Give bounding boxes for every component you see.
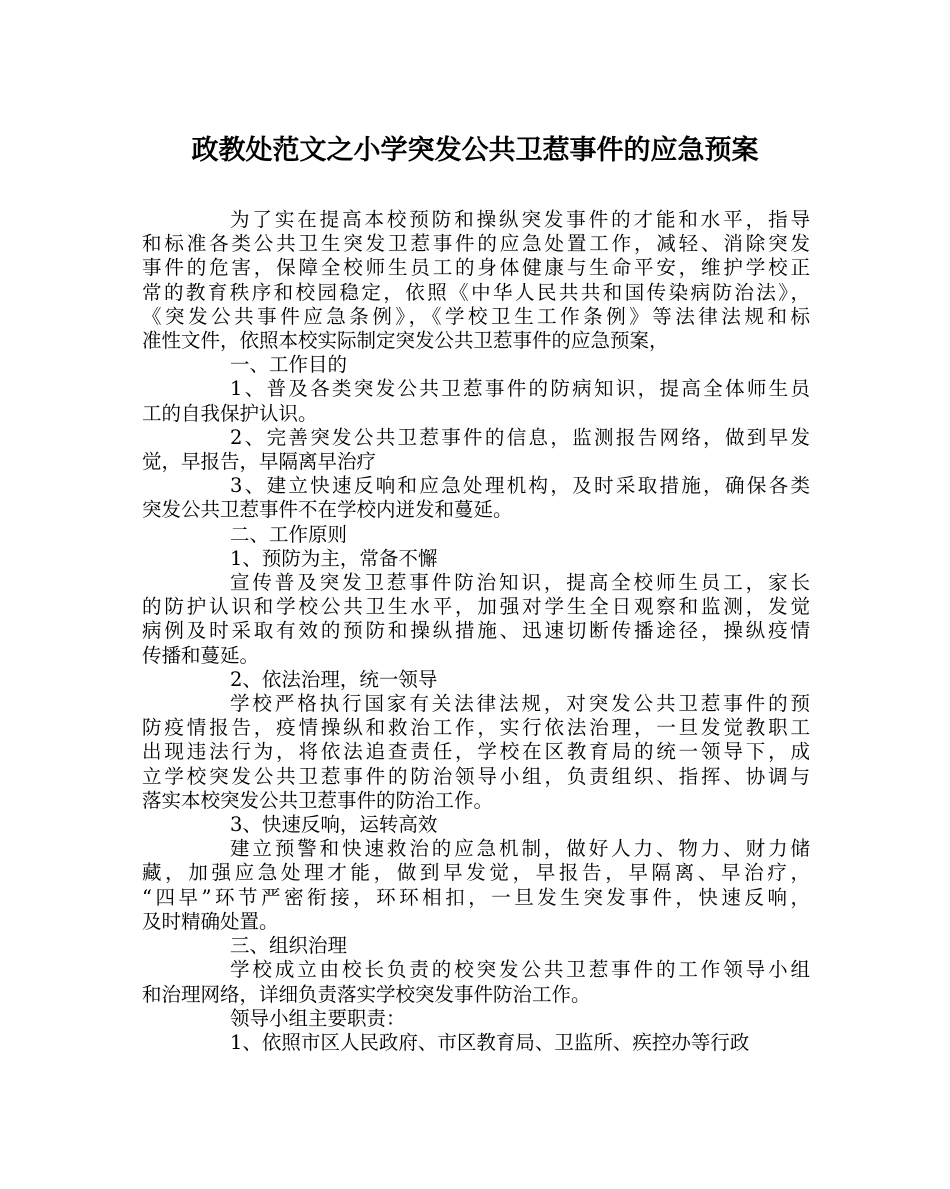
paragraph-line: 三、组织治理 — [230, 934, 348, 958]
paragraph-line: 防疫情报告，疫情操纵和救治工作，实行依法治理，一旦发觉教职工 — [142, 716, 810, 740]
paragraph-line: 常的教育秩序和校园稳定，依照《中华人民共共和国传染病防治法》， — [142, 280, 810, 304]
paragraph — [142, 377, 810, 425]
paragraph-line: 1、普及各类突发公共卫惹事件的防病知识，提高全体师生员 — [230, 377, 810, 401]
paragraph — [142, 813, 810, 837]
paragraph — [142, 547, 810, 571]
paragraph-line: “四早”环节严密衔接，环环相扣，一旦发生突发事件，快速反响， — [142, 885, 810, 909]
paragraph-line: 二、工作原则 — [230, 522, 348, 546]
paragraph-line: 突发公共卫惹事件不在学校内迸发和蔓延。 — [142, 498, 513, 522]
paragraph-line: 建立预警和快速救治的应急机制，做好人力、物力、财力储 — [230, 837, 810, 861]
paragraph-line: 和治理网络，详细负责落实学校突发事件防治工作。 — [142, 982, 591, 1006]
paragraph — [142, 523, 810, 547]
paragraph-line: 1、依照市区人民政府、市区教育局、卫监所、疾控办等行政 — [230, 1030, 750, 1054]
paragraph-line: 一、工作目的 — [230, 353, 348, 377]
paragraph — [142, 353, 810, 377]
paragraph-line: 3、建立快速反响和应急处理机构，及时采取措施，确保各类 — [230, 474, 810, 498]
paragraph-line: 工的自我保护认识。 — [142, 401, 318, 425]
document-body — [142, 208, 810, 1055]
paragraph-line: 落实本校突发公共卫惹事件的防治工作。 — [142, 788, 494, 812]
paragraph-line: 觉，早报告，早隔离早治疗 — [142, 450, 377, 474]
paragraph — [142, 426, 810, 474]
paragraph-line: 病例及时采取有效的预防和操纵措施、迅速切断传播途径，操纵疫情 — [142, 619, 810, 643]
paragraph-line: 的防护认识和学校公共卫生水平，加强对学生全日观察和监测，发觉 — [142, 595, 810, 619]
paragraph-line: 藏，加强应急处理才能，做到早发觉，早报告，早隔离、早治疗， — [142, 861, 810, 885]
paragraph-line: 宣传普及突发卫惹事件防治知识，提高全校师生员工，家长 — [230, 571, 810, 595]
paragraph-line: 学校成立由校长负责的校突发公共卫惹事件的工作领导小组 — [230, 958, 810, 982]
paragraph — [142, 958, 810, 1006]
paragraph-line: 2、完善突发公共卫惹事件的信息，监测报告网络，做到早发 — [230, 425, 810, 449]
paragraph-line: 事件的危害，保障全校师生员工的身体健康与生命平安，维护学校正 — [142, 256, 810, 280]
paragraph-line: 出现违法行为，将依法追查责任，学校在区教育局的统一领导下，成 — [142, 740, 810, 764]
paragraph — [142, 668, 810, 692]
paragraph-line: 传播和蔓延。 — [142, 643, 260, 667]
paragraph-line: 2、依法治理，统一领导 — [230, 667, 438, 691]
paragraph — [142, 837, 810, 934]
paragraph-line: 和标准各类公共卫生突发卫惹事件的应急处置工作，减轻、消除突发 — [142, 232, 810, 256]
paragraph — [142, 934, 810, 958]
paragraph-line: 领导小组主要职责： — [230, 1006, 406, 1030]
paragraph-line: 学校严格执行国家有关法律法规，对突发公共卫惹事件的预 — [230, 692, 810, 716]
paragraph-line: 为了实在提高本校预防和操纵突发事件的才能和水平，指导 — [230, 208, 810, 231]
paragraph-line: 及时精确处置。 — [142, 909, 279, 933]
paragraph — [142, 474, 810, 522]
paragraph-line: 《突发公共事件应急条例》，《学校卫生工作条例》等法律法规和标 — [142, 304, 810, 328]
paragraph — [142, 692, 810, 813]
paragraph-line: 3、快速反响，运转高效 — [230, 813, 438, 837]
paragraph-line: 准性文件，依照本校实际制定突发公共卫惹事件的应急预案， — [142, 329, 669, 353]
paragraph-line: 1、预防为主，常备不懈 — [230, 546, 438, 570]
paragraph-line: 立学校突发公共卫惹事件的防治领导小组，负责组织、指挥、协调与 — [142, 764, 810, 788]
paragraph — [142, 208, 810, 353]
paragraph — [142, 1007, 810, 1031]
paragraph — [142, 571, 810, 668]
paragraph — [142, 1031, 810, 1055]
document-title: 政教处范文之小学突发公共卫惹事件的应急预案 — [191, 135, 759, 166]
